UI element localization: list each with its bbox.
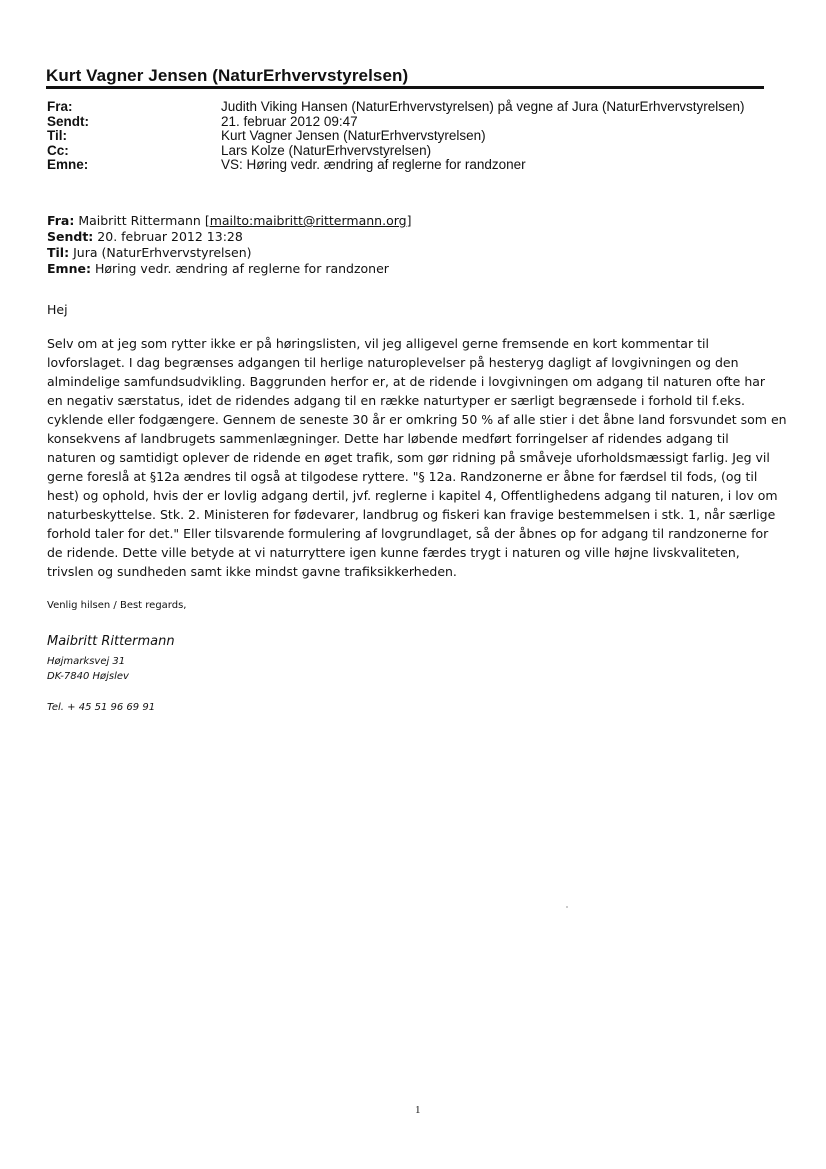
body-line: almindelige samfundsudvikling. Baggrunden herfor er, at de ridende i lovgivningen om adgang til naturen ofte har <box>47 374 766 389</box>
mailto-link[interactable]: [mailto:maibritt@rittermann.org] <box>204 213 412 228</box>
header-row-cc <box>47 144 744 159</box>
forwarded-sent-value: 20. februar 2012 13:28 <box>97 229 243 244</box>
body-line: en negativ særstatus, idet de ridendes adgang til en række naturtyper er særligt begrænsede i forhold til f.eks. <box>47 393 746 408</box>
forwarded-from <box>47 213 411 229</box>
body-line: lovforslaget. I dag begrænses adgangen til herlige naturoplevelser på hesteryg dagligt af lovgivningen og den <box>47 355 739 370</box>
forwarded-to-label: Til: <box>47 245 70 260</box>
forwarded-to-value: Jura (NaturErhvervstyrelsen) <box>73 245 252 260</box>
header-value: Lars Kolze (NaturErhvervstyrelsen) <box>221 142 432 158</box>
body-line: naturen og samtidigt oplever de ridende en øget trafik, som gør ridning på småveje uforholdsmæssigt farlig. Jeg vil <box>47 450 770 465</box>
body-line: cyklende eller fodgængere. Gennem de seneste 30 år er omkring 50 % af alle stier i det åbne land forsvundet som en <box>47 412 787 427</box>
header-label: Fra: <box>47 99 73 114</box>
title-underline <box>46 86 764 89</box>
header-row-from <box>47 100 744 115</box>
signature-regards: Venlig hilsen / Best regards, <box>47 600 187 611</box>
forwarded-subject-label: Emne: <box>47 261 91 276</box>
signature-name: Maibritt Rittermann <box>47 634 175 649</box>
header-value: 21. februar 2012 09:47 <box>221 113 358 129</box>
body-line: de ridende. Dette ville betyde at vi naturryttere igen kunne færdes trygt i naturen og ville højne livskvaliteten, <box>47 545 740 560</box>
signature-address-line: Højmarksvej 31 <box>47 656 126 667</box>
greeting: Hej <box>47 302 68 317</box>
body-line: naturbeskyttelse. Stk. 2. Ministeren for fødevarer, landbrug og fiskeri kan fravige bestemmelsen i stk. 1, når særlige <box>47 507 776 522</box>
header-row-subject <box>47 158 744 173</box>
header-label: Sendt: <box>47 113 89 129</box>
forwarded-subject <box>47 261 411 277</box>
body-line: hest) og ophold, hvis der er lovlig adgang dertil, jvf. reglerne i kapitel 4, Offentlighedens adgang til naturen, i lov om <box>47 488 778 503</box>
message-body <box>47 334 787 581</box>
scan-speck <box>566 906 568 908</box>
forwarded-from-label: Fra: <box>47 213 75 228</box>
body-line: Selv om at jeg som rytter ikke er på høringslisten, vil jeg alligevel gerne fremsende en kort kommentar til <box>47 336 709 351</box>
forwarded-from-name: Maibritt Rittermann <box>78 213 201 228</box>
forwarded-to <box>47 245 411 261</box>
header-value: Kurt Vagner Jensen (NaturErhvervstyrelsen) <box>221 128 486 143</box>
body-line: konsekvens af landbrugets sammenlægninger. Dette har løbende medført forringelser af ridendes adgang til <box>47 431 729 446</box>
email-header <box>47 100 744 173</box>
forwarded-sent <box>47 229 411 245</box>
header-row-to <box>47 129 744 144</box>
body-line: forhold taler for det." Eller tilsvarende formulering af lovgrundlaget, så der åbnes op for adgang til randzonerne for <box>47 526 769 541</box>
forwarded-subject-value: Høring vedr. ændring af reglerne for randzoner <box>94 261 389 276</box>
body-line: gerne foreslå at §12a ændres til også at tilgodese ryttere. "§ 12a. Randzonerne er åbne for færdsel til fods, (og til <box>47 469 758 484</box>
header-label: Til: <box>47 128 67 143</box>
body-line: trivslen og sundheden samt ikke mindst gavne trafiksikkerheden. <box>47 564 457 579</box>
header-value: VS: Høring vedr. ændring af reglerne for randzoner <box>221 157 526 172</box>
signature-address-line: DK-7840 Højslev <box>47 671 129 682</box>
header-label: Cc: <box>47 142 69 158</box>
header-label: Emne: <box>47 157 89 172</box>
forwarded-sent-label: Sendt: <box>47 229 94 244</box>
header-value: Judith Viking Hansen (NaturErhvervstyrelsen) på vegne af Jura (NaturErhvervstyrelsen) <box>221 99 745 114</box>
signature-phone: Tel. + 45 51 96 69 91 <box>47 702 156 713</box>
document-title: Kurt Vagner Jensen (NaturErhvervstyrelsen) <box>46 66 409 85</box>
header-row-sent <box>47 115 744 130</box>
page-number: 1 <box>415 1104 421 1116</box>
forwarded-header <box>47 213 411 277</box>
signature-address <box>47 654 129 684</box>
